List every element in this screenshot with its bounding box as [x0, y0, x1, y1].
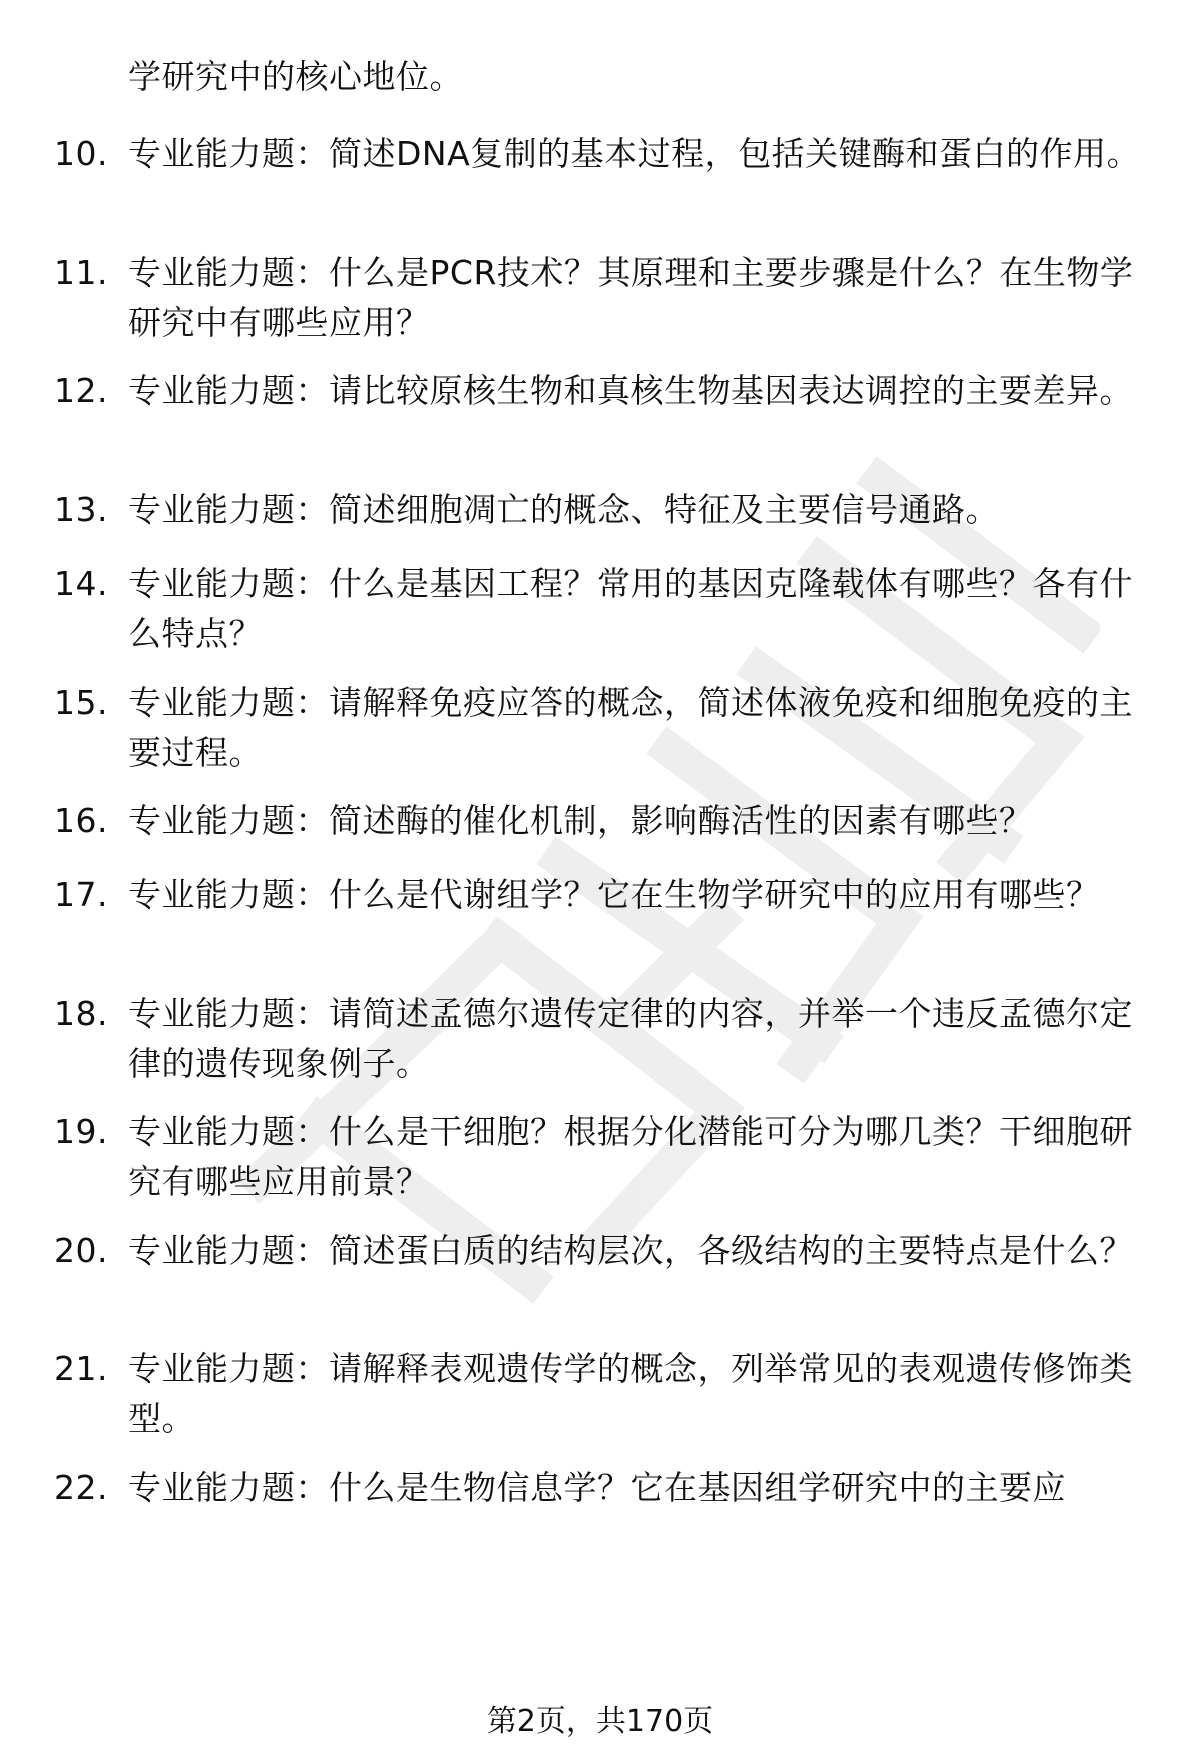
question-text: 专业能力题：什么是干细胞？根据分化潜能可分为哪几类？干细胞研究有哪些应用前景？: [128, 1112, 1133, 1201]
question-text: 专业能力题：简述细胞凋亡的概念、特征及主要信号通路。: [128, 490, 999, 529]
question-text: 专业能力题：请比较原核生物和真核生物基因表达调控的主要差异。: [128, 371, 1133, 410]
question-text: 专业能力题：简述蛋白质的结构层次，各级结构的主要特点是什么？: [128, 1231, 1133, 1270]
question-text: 专业能力题：什么是生物信息学？它在基因组学研究中的主要应: [128, 1468, 1066, 1507]
question-text: 专业能力题：简述酶的催化机制，影响酶活性的因素有哪些？: [128, 801, 1033, 840]
question-number: 15.: [54, 683, 108, 722]
question-number: 13.: [54, 490, 108, 529]
question-number: 10.: [54, 134, 108, 173]
question-text: 专业能力题：请解释表观遗传学的概念，列举常见的表观遗传修饰类型。: [128, 1349, 1133, 1438]
continuation-text: 学研究中的核心地位。: [128, 57, 463, 96]
question-number: 14.: [54, 564, 108, 603]
question-number: 11.: [54, 253, 108, 292]
question-text: 专业能力题：什么是基因工程？常用的基因克隆载体有哪些？各有什么特点？: [128, 564, 1133, 653]
question-number: 18.: [54, 994, 108, 1033]
question-number: 12.: [54, 371, 108, 410]
question-number: 16.: [54, 801, 108, 840]
question-number: 21.: [54, 1349, 108, 1388]
question-number: 19.: [54, 1112, 108, 1151]
question-text: 专业能力题：什么是代谢组学？它在生物学研究中的应用有哪些？: [128, 875, 1100, 914]
question-number: 17.: [54, 875, 108, 914]
question-text: 专业能力题：什么是PCR技术？其原理和主要步骤是什么？在生物学研究中有哪些应用？: [128, 253, 1134, 342]
question-text: 专业能力题：请解释免疫应答的概念，简述体液免疫和细胞免疫的主要过程。: [128, 683, 1133, 772]
question-text: 专业能力题：简述DNA复制的基本过程，包括关键酶和蛋白的作用。: [128, 134, 1141, 173]
question-number: 22.: [54, 1468, 108, 1507]
question-text: 专业能力题：请简述孟德尔遗传定律的内容，并举一个违反孟德尔定律的遗传现象例子。: [128, 994, 1133, 1083]
question-number: 20.: [54, 1231, 108, 1270]
page-footer: 第2页，共170页: [486, 1704, 714, 1739]
